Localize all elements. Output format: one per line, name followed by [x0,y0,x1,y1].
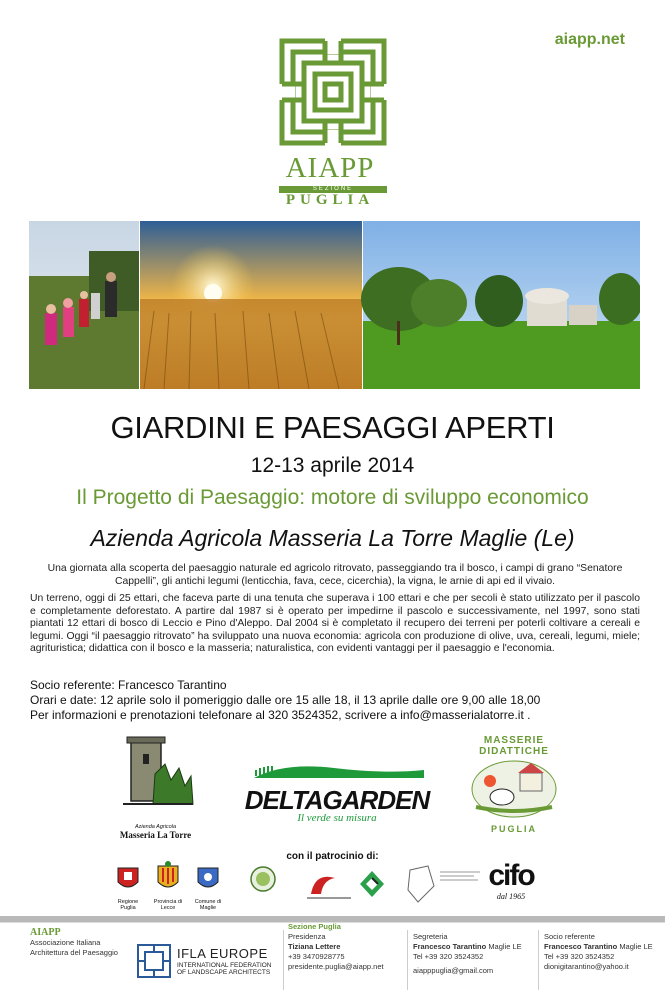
deltagarden-name: DELTAGARDEN [244,785,430,815]
event-dates: 12-13 aprile 2014 [250,454,415,477]
ifla-line1: INTERNATIONAL FEDERATION [177,962,272,969]
didattiche-line1: MASSERIE [483,735,545,746]
sezione-phone: +39 3470928775 [288,952,345,961]
segreteria-person: Francesco Tarantino [413,942,487,951]
footer-aiapp-name: AIAPP [30,927,61,938]
footer-separator [283,930,284,990]
grass-swoosh-icon [244,760,430,782]
socio-line: Socio referente: Francesco Tarantino [30,678,227,692]
sezione-label: SEZIONE [279,186,387,193]
site-url[interactable]: aiapp.net [554,31,625,48]
cifo-since: dal 1965 [496,892,526,901]
aiapp-logo-text: AIAPP [285,152,375,184]
sezione-person: Tiziana Lettere [288,942,341,951]
didattiche-line2: DIDATTICHE [479,746,549,757]
referente-city: Maglie LE [619,942,653,951]
ifla-name: IFLA EUROPE [177,946,268,961]
aiapp-labyrinth-logo [279,38,387,146]
footer-segreteria [413,932,533,976]
provincia-crest-icon [152,860,184,894]
footer-sezione [288,922,403,972]
contact-info-block [30,678,640,723]
segreteria-phone: Tel +39 320 3524352 [413,952,484,961]
footer-aiapp [30,928,130,958]
regione-crest-icon [113,864,143,894]
segreteria-role: Segreteria [413,932,448,941]
puglia-label: PUGLIA [285,192,375,208]
footer-separator [407,930,408,990]
comune-maglie-logo [193,864,223,911]
masserie-didattiche-logo [462,735,566,840]
referente-role: Socio referente [544,932,595,941]
sezione-role: Presidenza [288,932,326,941]
didattiche-line3: PUGLIA [490,824,537,834]
ifla-logo-icon [137,944,171,978]
segreteria-city: Maglie LE [488,942,522,951]
event-subtitle: Il Progetto di Paesaggio: motore di sviluppo economico [76,486,589,509]
round-seal-icon [250,866,276,892]
referente-person: Francesco Tarantino [544,942,618,951]
footer-separator [538,930,539,990]
comune-label: Comune di Maglie [194,899,222,911]
sezione-heading: Sezione Puglia [288,922,341,931]
provincia-label: Provincia di Lecce [153,899,183,911]
comune-crest-icon [193,864,223,894]
tower-icon [113,734,198,819]
deltagarden-tagline: Il verde su misura [297,812,377,824]
footer-aiapp-line1: Associazione Italiana [30,938,101,947]
cifo-name: cifo [488,859,534,892]
footer-referente [544,932,662,972]
orari-line: Orari e date: 12 aprile solo il pomeriggio dalle ore 15 alle 18, il 13 aprile dalle ore 9,00 alle 18,00 [30,693,541,707]
farm-scene-icon [462,757,566,819]
provincia-lecce-logo [152,860,184,911]
intro-paragraph: Una giornata alla scoperta del paesaggio naturale ed agricolo ritrovato, passeggiando tra il bosco, i campi di grano “Senatore Cappelli”, gli antichi legumi (lenticchia, fava, cece, cicerchia), la vigna, le arnie di api ed il vivaio. [47,563,623,587]
contatti-line: Per informazioni e prenotazioni telefonare al 320 3524352, scrivere a info@masserialatorre.it . [30,708,531,722]
cifo-logo [478,860,544,901]
event-venue: Azienda Agricola Masseria La Torre Maglie (Le) [90,525,575,551]
masseria-la-torre-logo [113,734,198,839]
footer-aiapp-line2: Architettura del Paesaggio [30,948,118,957]
recycle-arrows-icon [356,868,388,900]
referente-phone: Tel +39 320 3524352 [544,952,615,961]
event-title: GIARDINI E PAESAGGI APERTI [110,410,555,445]
description-paragraph: Un terreno, oggi di 25 ettari, che faceva parte di una tenuta che superava i 100 ettari e che per secoli è stato utilizzato per il pascolo e completamente deforestato. A partire dal 1987 si è operato per impedirne il pascolo e successivamente, nel 1997, sono stati piantati 12 ettari di bosco di Leccio e Pino d'Aleppo. Dal 2004 si è completato il recupero dei terreni per poterli coltivare a cereali e legumi. Oggi “il paesaggio ritrovato” ha sviluppato una nuova economia: agricola con produzione di olive, uva, cereali, legumi, miele; agrituristica; didattica con il bosco e la masseria; naturalistica, con evidenti vantaggi per il paesaggio e l'economia. [30,593,640,654]
ifla-line2: OF LANDSCAPE ARCHITECTS [177,969,271,976]
sezione-email[interactable]: presidente.puglia@aiapp.net [288,962,384,971]
landscape-photo-strip [29,221,640,389]
referente-email[interactable]: dionigitarantino@yahoo.it [544,962,629,971]
deltagarden-logo [244,760,430,824]
masseria-logo-line2: Masseria La Torre [119,830,192,840]
regione-puglia-logo [113,864,143,911]
ministry-outline-icon [404,862,484,906]
masseria-logo-line1: Azienda Agricola [134,824,177,830]
order-architects-icon [305,868,353,902]
patrocinio-label: con il patrocinio di: [286,851,379,862]
regione-label: Regione Puglia [117,899,139,911]
segreteria-email[interactable]: aiapppuglia@gmail.com [413,966,494,975]
